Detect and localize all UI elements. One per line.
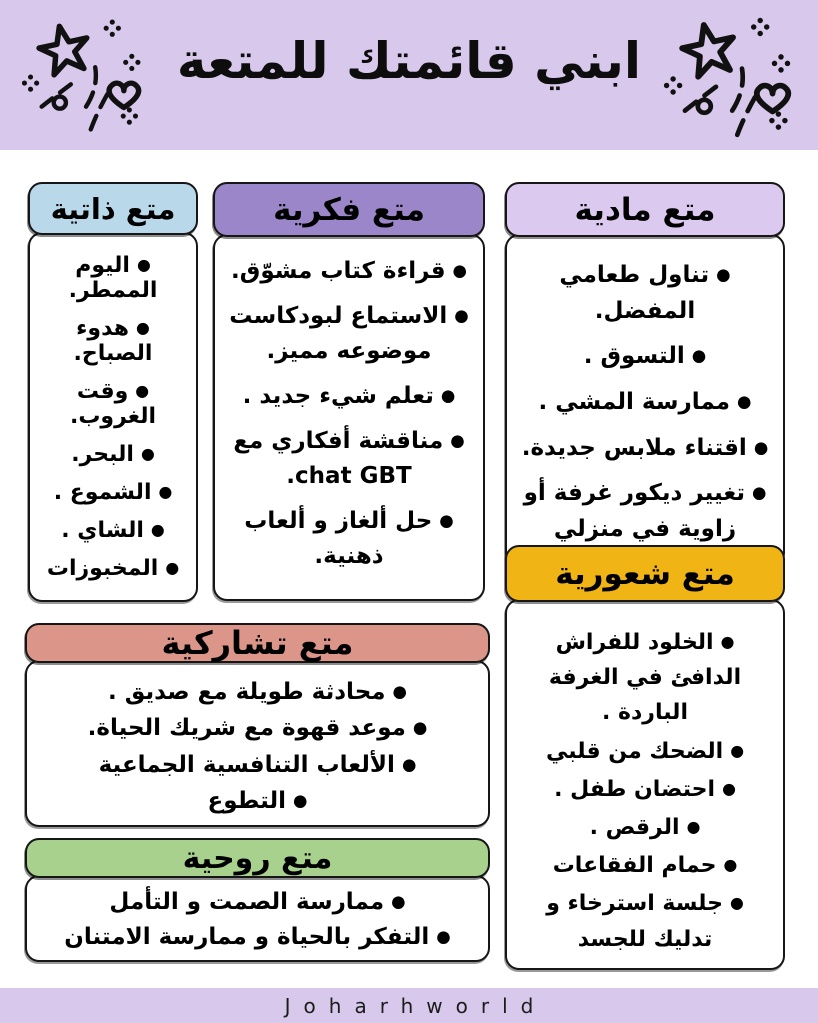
bullet-icon: ● — [454, 305, 469, 325]
card-intellectual-body — [213, 234, 485, 601]
list-item: ●حمام الفقاعات — [552, 853, 738, 879]
bullet-icon: ● — [722, 778, 736, 798]
card-spiritual-pleasures — [25, 838, 490, 962]
card-emotional-body — [505, 599, 785, 970]
page-title: ابني قائمتك للمتعة — [176, 32, 642, 90]
list-item: ●تناول طعامي المفضل. — [559, 262, 731, 324]
bullet-icon: ● — [293, 791, 308, 810]
list-item: ●الاستماع لبودكاست موضوعه مميز. — [229, 302, 469, 365]
list-item: ●احتضان طفل . — [554, 776, 736, 802]
bullet-icon: ● — [136, 318, 150, 338]
card-intellectual-pleasures — [213, 182, 485, 601]
bullet-icon: ● — [165, 558, 180, 578]
list-item: ●الرقص . — [589, 814, 701, 840]
bullet-icon: ● — [729, 893, 744, 913]
bullet-icon: ● — [150, 520, 165, 540]
list-item: ●اقتناء ملابس جديدة. — [521, 434, 769, 461]
list-item: ●الخلود للفراش الدافئ في الغرفة الباردة . — [548, 630, 742, 726]
list-item: ●اليوم الممطر. — [68, 253, 158, 303]
list-item: ●المخبوزات — [46, 556, 180, 581]
card-self-header: متع ذاتية — [28, 182, 198, 235]
card-self-body — [28, 232, 198, 602]
card-spiritual-body — [25, 875, 490, 962]
list-item: ●وقت الغروب. — [69, 379, 157, 429]
list-item: ●جلسة استرخاء و تدليك للجسد — [546, 891, 744, 952]
card-intellectual-header: متع فكرية — [213, 182, 485, 237]
card-material-body — [505, 234, 785, 567]
footer-bar — [0, 988, 818, 1023]
bullet-icon: ● — [439, 510, 454, 530]
bullet-icon: ● — [140, 444, 155, 464]
list-item: ●التسوق . — [583, 343, 707, 370]
bullet-icon: ● — [691, 346, 707, 366]
card-spiritual-header: متع روحية — [25, 838, 490, 878]
list-item: ●ممارسة المشي . — [538, 388, 752, 415]
list-item: ●الشموع . — [53, 480, 173, 505]
bullet-icon: ● — [737, 391, 752, 411]
bullet-icon: ● — [730, 740, 744, 760]
list-item: ●محادثة طويلة مع صديق . — [108, 679, 407, 705]
card-material-pleasures — [505, 182, 785, 542]
bullet-icon: ● — [720, 632, 735, 652]
list-item: ●الضحك من قلبي — [546, 738, 744, 764]
bullet-icon: ● — [716, 265, 731, 285]
list-item: ●تغيير ديكور غرفة أو زاوية في منزلي — [523, 480, 767, 542]
list-item: ●البحر. — [71, 442, 155, 467]
card-emotional-pleasures — [505, 545, 785, 965]
list-item: ●حل ألغاز و ألعاب ذهنية. — [244, 507, 454, 570]
list-item: ●تعلم شيء جديد . — [242, 382, 456, 409]
list-item: ●قراءة كتاب مشوّق. — [231, 258, 467, 284]
bullet-icon: ● — [686, 817, 701, 837]
list-item: ●مناقشة أفكاري مع chat GBT. — [233, 427, 465, 490]
card-social-body — [25, 660, 490, 827]
list-item: ●هدوء الصباح. — [73, 316, 153, 366]
list-item: ●الألعاب التنافسية الجماعية — [98, 751, 417, 778]
list-item: ●الشاي . — [61, 518, 165, 543]
list-item: ●ممارسة الصمت و التأمل — [109, 889, 406, 915]
card-social-pleasures — [25, 623, 490, 823]
card-self-pleasures — [28, 182, 198, 602]
bullet-icon: ● — [401, 754, 417, 774]
bullet-icon: ● — [723, 855, 738, 875]
card-emotional-header: متع شعورية — [505, 545, 785, 602]
list-item: ●التفكر بالحياة و ممارسة الامتنان — [64, 923, 451, 950]
bullet-icon: ● — [450, 430, 465, 450]
bullet-icon: ● — [436, 926, 451, 946]
bullet-icon: ● — [135, 381, 150, 401]
bullet-icon: ● — [392, 682, 407, 702]
bullet-icon: ● — [751, 483, 767, 503]
card-material-header: متع مادية — [505, 182, 785, 237]
bullet-icon: ● — [452, 261, 467, 281]
bullet-icon: ● — [412, 718, 428, 738]
brand-text: Joharhworld — [284, 993, 547, 1018]
card-social-header: متع تشاركية — [25, 623, 490, 663]
bullet-icon: ● — [158, 482, 173, 502]
list-item: ●التطوع — [207, 787, 308, 814]
bullet-icon: ● — [136, 255, 151, 275]
bullet-icon: ● — [753, 437, 769, 457]
bullet-icon: ● — [391, 892, 406, 912]
list-item: ●موعد قهوة مع شريك الحياة. — [87, 715, 428, 742]
bullet-icon: ● — [440, 385, 456, 405]
